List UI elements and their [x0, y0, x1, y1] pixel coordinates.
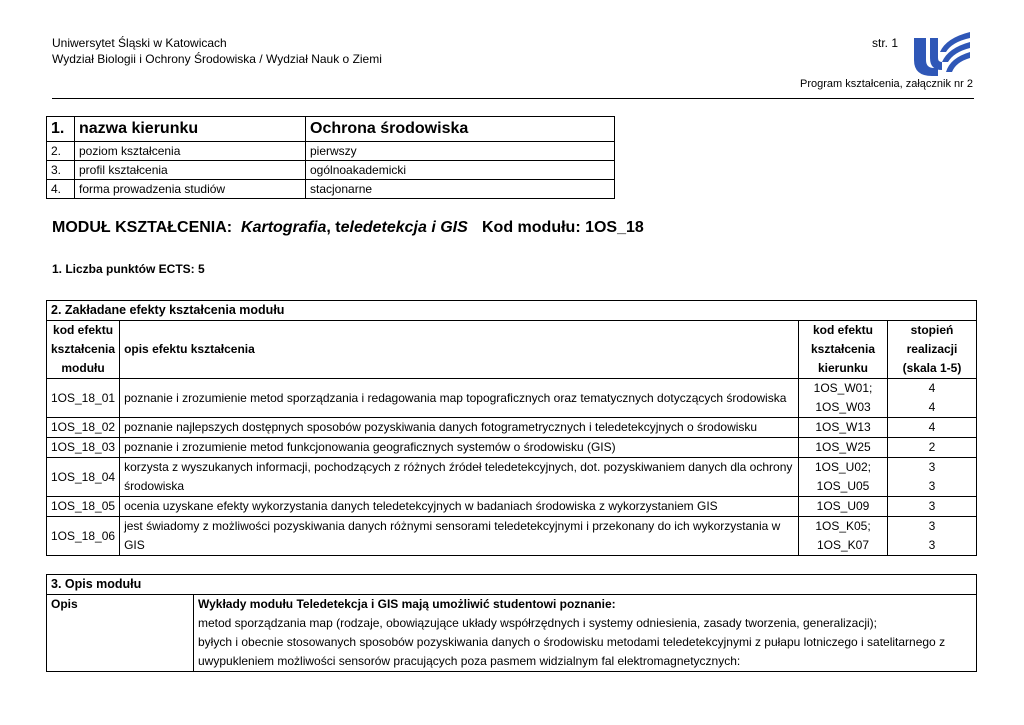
col-header-program-code: kod efektu kształcenia kierunku: [799, 321, 888, 379]
university-logo-icon: [912, 30, 972, 78]
program-info-row: [47, 142, 615, 161]
table-row: [47, 418, 977, 438]
description-line: metod sporządzania map (rodzaje, obowiązujące układy współrzędnych i systemy odniesienia, zasady tworzenia, generalizacji);: [198, 616, 878, 630]
col-header-module-code: kod efektu kształcenia modułu: [47, 321, 120, 379]
row-number: 4.: [47, 180, 75, 199]
module-name-a: Kartografia: [241, 219, 327, 236]
table-row: [47, 458, 977, 497]
row-label: nazwa kierunku: [75, 117, 306, 142]
outcome-description: korzysta z wyszukanych informacji, pochodzących z różnych źródeł teledetekcyjnych, dot. pozyskiwaniem danych dla ochrony środowiska: [120, 458, 799, 497]
row-number: 2.: [47, 142, 75, 161]
table-row: [47, 517, 977, 556]
outcome-code: 1OS_18_02: [47, 418, 120, 438]
description-label: Opis: [47, 595, 194, 672]
section-header: [47, 575, 977, 595]
outcome-description: poznanie i zrozumienie metod sporządzania i redagowania map topograficznych oraz tematycznych dotyczących środowiska: [120, 379, 799, 418]
ects-points: 1. Liczba punktów ECTS: 5: [52, 262, 205, 276]
table-row: [47, 379, 977, 418]
outcome-code: 1OS_18_03: [47, 438, 120, 458]
col-header-degree: stopień realizacji (skala 1-5): [888, 321, 977, 379]
row-label: forma prowadzenia studiów: [75, 180, 306, 199]
outcome-code: 1OS_18_05: [47, 497, 120, 517]
table-header-row: [47, 321, 977, 379]
module-code: Kod modułu: 1OS_18: [482, 219, 644, 236]
description-row: [47, 595, 977, 672]
description-content: [194, 595, 977, 672]
col-header-description: opis efektu kształcenia: [120, 321, 799, 379]
module-title: [52, 219, 468, 237]
section-title: 2. Zakładane efekty kształcenia modułu: [47, 301, 977, 321]
program-outcome-code: 1OS_W01; 1OS_W03: [799, 379, 888, 418]
row-value: Ochrona środowiska: [306, 117, 615, 142]
outcome-description: ocenia uzyskane efekty wykorzystania danych teledetekcyjnych w badaniach środowiska z wykorzystaniem GIS: [120, 497, 799, 517]
module-name-sep: , t: [326, 219, 341, 236]
page-number: str. 1: [872, 36, 899, 50]
section-title: 3. Opis modułu: [47, 575, 977, 595]
program-outcome-code: 1OS_K05; 1OS_K07: [799, 517, 888, 556]
university-name: Uniwersytet Śląski w Katowicach: [52, 36, 227, 50]
program-label: Program kształcenia, załącznik nr 2: [799, 78, 973, 90]
row-number: 1.: [47, 117, 75, 142]
realization-degree: 3: [888, 497, 977, 517]
section-header: [47, 301, 977, 321]
faculty-name: Wydział Biologii i Ochrony Środowiska / Wydział Nauk o Ziemi: [52, 52, 382, 66]
program-name-row: [47, 117, 615, 142]
row-value: ogólnoakademicki: [306, 161, 615, 180]
row-value: pierwszy: [306, 142, 615, 161]
program-info-row: [47, 161, 615, 180]
program-outcome-code: 1OS_W13: [799, 418, 888, 438]
header-divider: [52, 98, 974, 99]
outcome-code: 1OS_18_04: [47, 458, 120, 497]
outcome-description: poznanie i zrozumienie metod funkcjonowania geograficznych systemów o środowisku (GIS): [120, 438, 799, 458]
learning-outcomes-table: [46, 300, 977, 556]
realization-degree: 2: [888, 438, 977, 458]
row-label: profil kształcenia: [75, 161, 306, 180]
program-info-table: [46, 116, 615, 199]
row-value: stacjonarne: [306, 180, 615, 199]
realization-degree: 4: [888, 418, 977, 438]
program-outcome-code: 1OS_W25: [799, 438, 888, 458]
program-outcome-code: 1OS_U02; 1OS_U05: [799, 458, 888, 497]
program-info-row: [47, 180, 615, 199]
table-row: [47, 497, 977, 517]
outcome-code: 1OS_18_06: [47, 517, 120, 556]
realization-degree: 3 3: [888, 517, 977, 556]
module-description-table: [46, 574, 977, 672]
program-outcome-code: 1OS_U09: [799, 497, 888, 517]
outcome-description: poznanie najlepszych dostępnych sposobów pozyskiwania danych fotogrametrycznych i teledetekcyjnych o środowisku: [120, 418, 799, 438]
outcome-code: 1OS_18_01: [47, 379, 120, 418]
realization-degree: 3 3: [888, 458, 977, 497]
row-label: poziom kształcenia: [75, 142, 306, 161]
outcome-description: jest świadomy z możliwości pozyskiwania danych różnymi sensorami teledetekcyjnymi i przekonany do ich wykorzystania w GIS: [120, 517, 799, 556]
description-lead: Wykłady modułu Teledetekcja i GIS mają umożliwić studentowi poznanie:: [198, 597, 616, 611]
table-row: [47, 438, 977, 458]
realization-degree: 4 4: [888, 379, 977, 418]
row-number: 3.: [47, 161, 75, 180]
module-prefix: MODUŁ KSZTAŁCENIA:: [52, 219, 233, 236]
module-name-b: eledetekcja i GIS: [340, 219, 468, 236]
description-line: byłych i obecnie stosowanych sposobów pozyskiwania danych o środowisku metodami teledetekcyjnymi z pułapu lotniczego i satelitarnego z uwypukleniem możliwości sensorów pracujących poza pasmem widzialnym fal elektromagnetycznych:: [198, 635, 946, 668]
